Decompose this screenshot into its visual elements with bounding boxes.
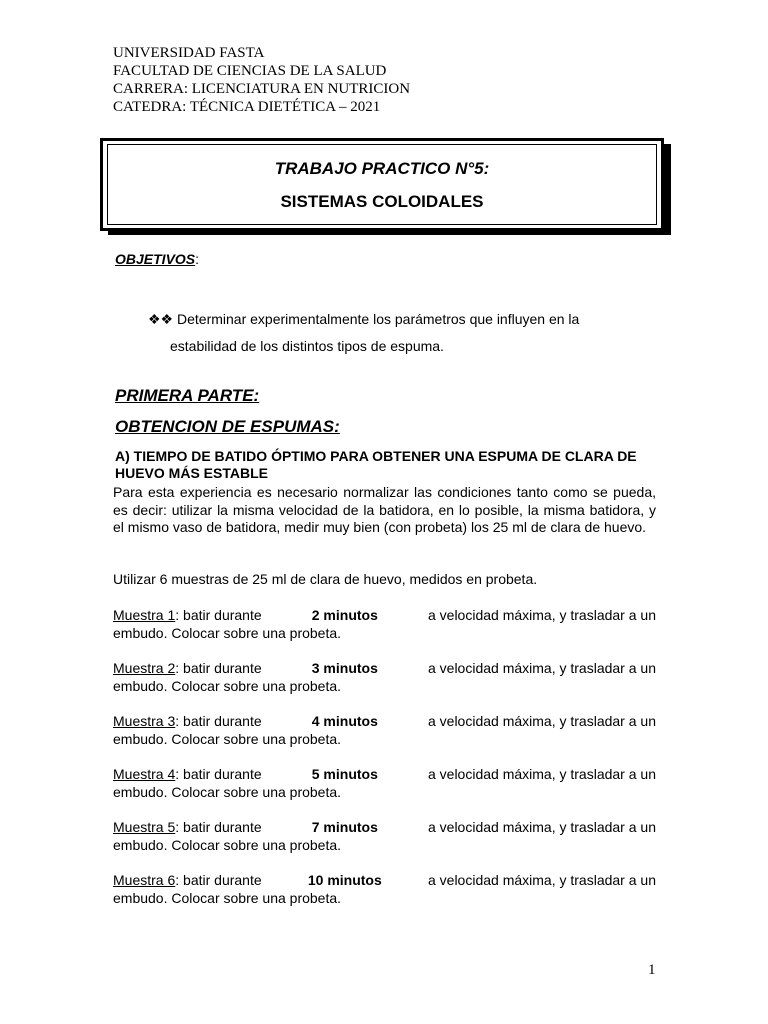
sample-label: Muestra 6	[113, 872, 176, 888]
sample-item	[113, 819, 656, 854]
objective-bullet	[148, 306, 618, 360]
sample-pre: : batir durante	[175, 660, 262, 676]
sample-line2: embudo. Colocar sobre una probeta.	[113, 836, 342, 853]
sample-item	[113, 872, 656, 907]
document-header	[113, 44, 410, 116]
sample-label: Muestra 1	[113, 607, 176, 623]
sample-item	[113, 766, 656, 801]
sample-line2: embudo. Colocar sobre una probeta.	[113, 889, 342, 906]
sample-line2: embudo. Colocar sobre una probeta.	[113, 624, 342, 641]
page-number: 1	[648, 962, 656, 978]
section-a-title: A) TIEMPO DE BATIDO ÓPTIMO PARA OBTENER UNA ESPUMA DE CLARA DE HUEVO MÁS ESTABLE	[115, 448, 637, 481]
part-subtitle: OBTENCION DE ESPUMAS:	[115, 417, 340, 436]
sample-pre: : batir durante	[175, 819, 262, 835]
header-faculty: FACULTAD DE CIENCIAS DE LA SALUD	[113, 63, 387, 79]
sample-pre: : batir durante	[175, 713, 262, 729]
sample-time: 10 minutos	[307, 872, 382, 888]
practical-work-topic: SISTEMAS COLOIDALES	[280, 192, 484, 211]
sample-pre: : batir durante	[175, 607, 262, 623]
section-a-samples-intro: Utilizar 6 muestras de 25 ml de clara de huevo, medidos en probeta.	[113, 571, 538, 587]
sample-time: 3 minutos	[311, 660, 378, 676]
sample-pre: : batir durante	[175, 766, 262, 782]
practical-work-title: TRABAJO PRACTICO N°5:	[274, 159, 490, 178]
sample-item	[113, 660, 656, 695]
part-title: PRIMERA PARTE:	[115, 386, 260, 405]
sample-label: Muestra 2	[113, 660, 176, 676]
sample-line2: embudo. Colocar sobre una probeta.	[113, 677, 342, 694]
diamond-bullet-icon: ❖❖	[148, 311, 174, 327]
sample-time: 4 minutos	[311, 713, 378, 729]
sample-post: a velocidad máxima, y trasladar a un	[427, 872, 656, 888]
sample-label: Muestra 3	[113, 713, 176, 729]
title-box	[100, 138, 664, 231]
sample-label: Muestra 4	[113, 766, 176, 782]
objectives-heading	[115, 251, 199, 267]
objective-text-line1: Determinar experimentalmente los parámetros que influyen en la	[177, 311, 580, 327]
sample-pre: : batir durante	[175, 872, 262, 888]
header-chair: CATEDRA: TÉCNICA DIETÉTICA – 2021	[113, 99, 381, 115]
objective-text-line2: estabilidad de los distintos tipos de espuma.	[170, 338, 444, 354]
header-university: UNIVERSIDAD FASTA	[113, 45, 265, 61]
sample-item	[113, 607, 656, 642]
title-box-inner-border	[107, 144, 657, 225]
sample-time: 5 minutos	[311, 766, 378, 782]
sample-post: a velocidad máxima, y trasladar a un	[427, 607, 656, 623]
sample-post: a velocidad máxima, y trasladar a un	[427, 713, 656, 729]
header-career: CARRERA: LICENCIATURA EN NUTRICION	[113, 81, 411, 97]
sample-line2: embudo. Colocar sobre una probeta.	[113, 783, 342, 800]
sample-label: Muestra 5	[113, 819, 176, 835]
sample-line2: embudo. Colocar sobre una probeta.	[113, 730, 342, 747]
section-a-paragraph: Para esta experiencia es necesario normalizar las condiciones tanto como se pueda, es decir: utilizar la misma velocidad de la batidora, en lo posible, la misma batidora, y el mismo vaso de batidora, medir muy bien (con probeta) los 25 ml de clara de huevo.	[113, 484, 656, 535]
sample-time: 7 minutos	[311, 819, 378, 835]
objectives-colon: :	[195, 251, 200, 267]
objectives-label: OBJETIVOS	[115, 251, 196, 267]
sample-post: a velocidad máxima, y trasladar a un	[427, 766, 656, 782]
sample-time: 2 minutos	[311, 607, 378, 623]
sample-post: a velocidad máxima, y trasladar a un	[427, 660, 656, 676]
sample-post: a velocidad máxima, y trasladar a un	[427, 819, 656, 835]
sample-item	[113, 713, 656, 748]
